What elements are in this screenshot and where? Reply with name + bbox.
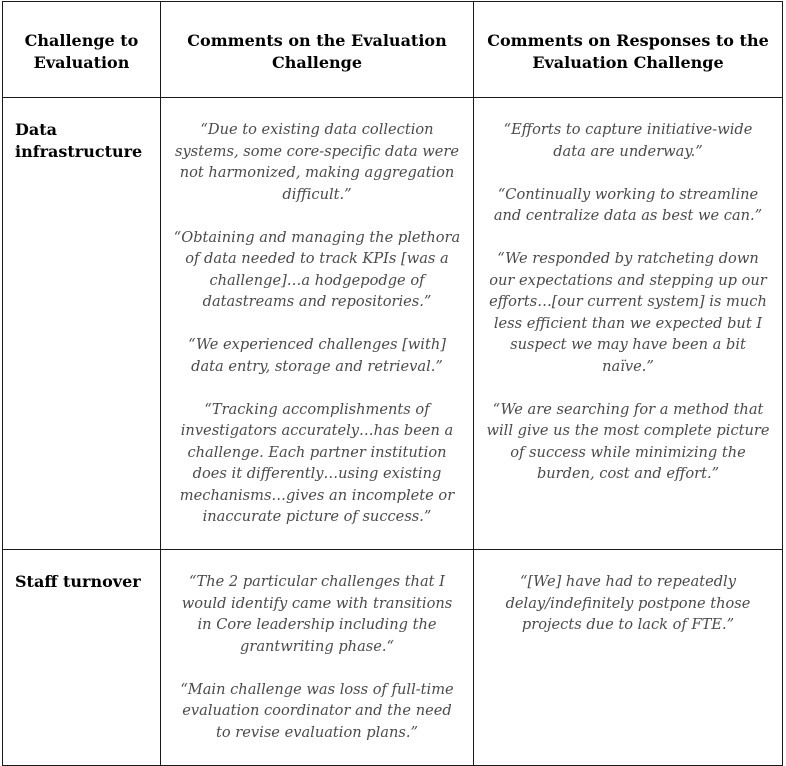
row-label-cell — [3, 550, 161, 766]
response-quote: “We are searching for a method that will give us the most complete picture of success while minimizing the burden, cost and effort.” — [486, 400, 770, 482]
response-quote: “Continually working to streamline and centralize data as best we can.” — [493, 185, 763, 224]
comment-quote: “We experienced challenges [with] data entry, storage and retrieval.” — [188, 336, 446, 375]
evaluation-challenges-table — [2, 1, 783, 766]
row-label: Data infrastructure — [15, 120, 143, 161]
table-header-row — [3, 2, 783, 98]
comment-quote: “Tracking accomplishments of investigators accurately…has been a challenge. Each partner institution does it differently…using existing mechanisms…gives an incomplete or inaccurate picture of success.” — [179, 400, 455, 525]
header-responses — [474, 2, 783, 98]
header-responses-label: Comments on Responses to the Evaluation Challenge — [487, 31, 769, 72]
table-row-data-infrastructure — [3, 98, 783, 550]
row-label-cell — [3, 98, 161, 550]
responses-cell — [474, 550, 783, 766]
header-comments-label: Comments on the Evaluation Challenge — [187, 31, 447, 72]
response-quote: “[We] have had to repeatedly delay/indefinitely postpone those projects due to lack of FTE.” — [505, 573, 751, 633]
header-comments — [161, 2, 474, 98]
comment-quote: “Obtaining and managing the plethora of data needed to track KPIs [was a challenge]…a hodgepodge of datastreams and repositories.” — [173, 228, 461, 310]
comment-quote: “The 2 particular challenges that I would identify came with transitions in Core leadership including the grantwriting phase.“ — [181, 573, 453, 655]
comments-cell — [161, 98, 474, 550]
responses-cell — [474, 98, 783, 550]
comments-cell — [161, 550, 474, 766]
response-quote: “Efforts to capture initiative-wide data are underway.” — [503, 121, 753, 160]
comment-quote: “Main challenge was loss of full-time evaluation coordinator and the need to revise evaluation plans.” — [180, 680, 454, 741]
header-challenge-label: Challenge to Evaluation — [24, 31, 139, 72]
table-row-staff-turnover — [3, 550, 783, 766]
response-quote: “We responded by ratcheting down our expectations and stepping up our efforts…[our current system] is much less efficient than we expected but I suspect we may have been a bit naïve.” — [489, 250, 767, 375]
comment-quote: “Due to existing data collection systems, some core-specific data were not harmonized, making aggregation difficult.” — [174, 121, 460, 203]
row-label: Staff turnover — [15, 572, 141, 591]
header-challenge — [3, 2, 161, 98]
